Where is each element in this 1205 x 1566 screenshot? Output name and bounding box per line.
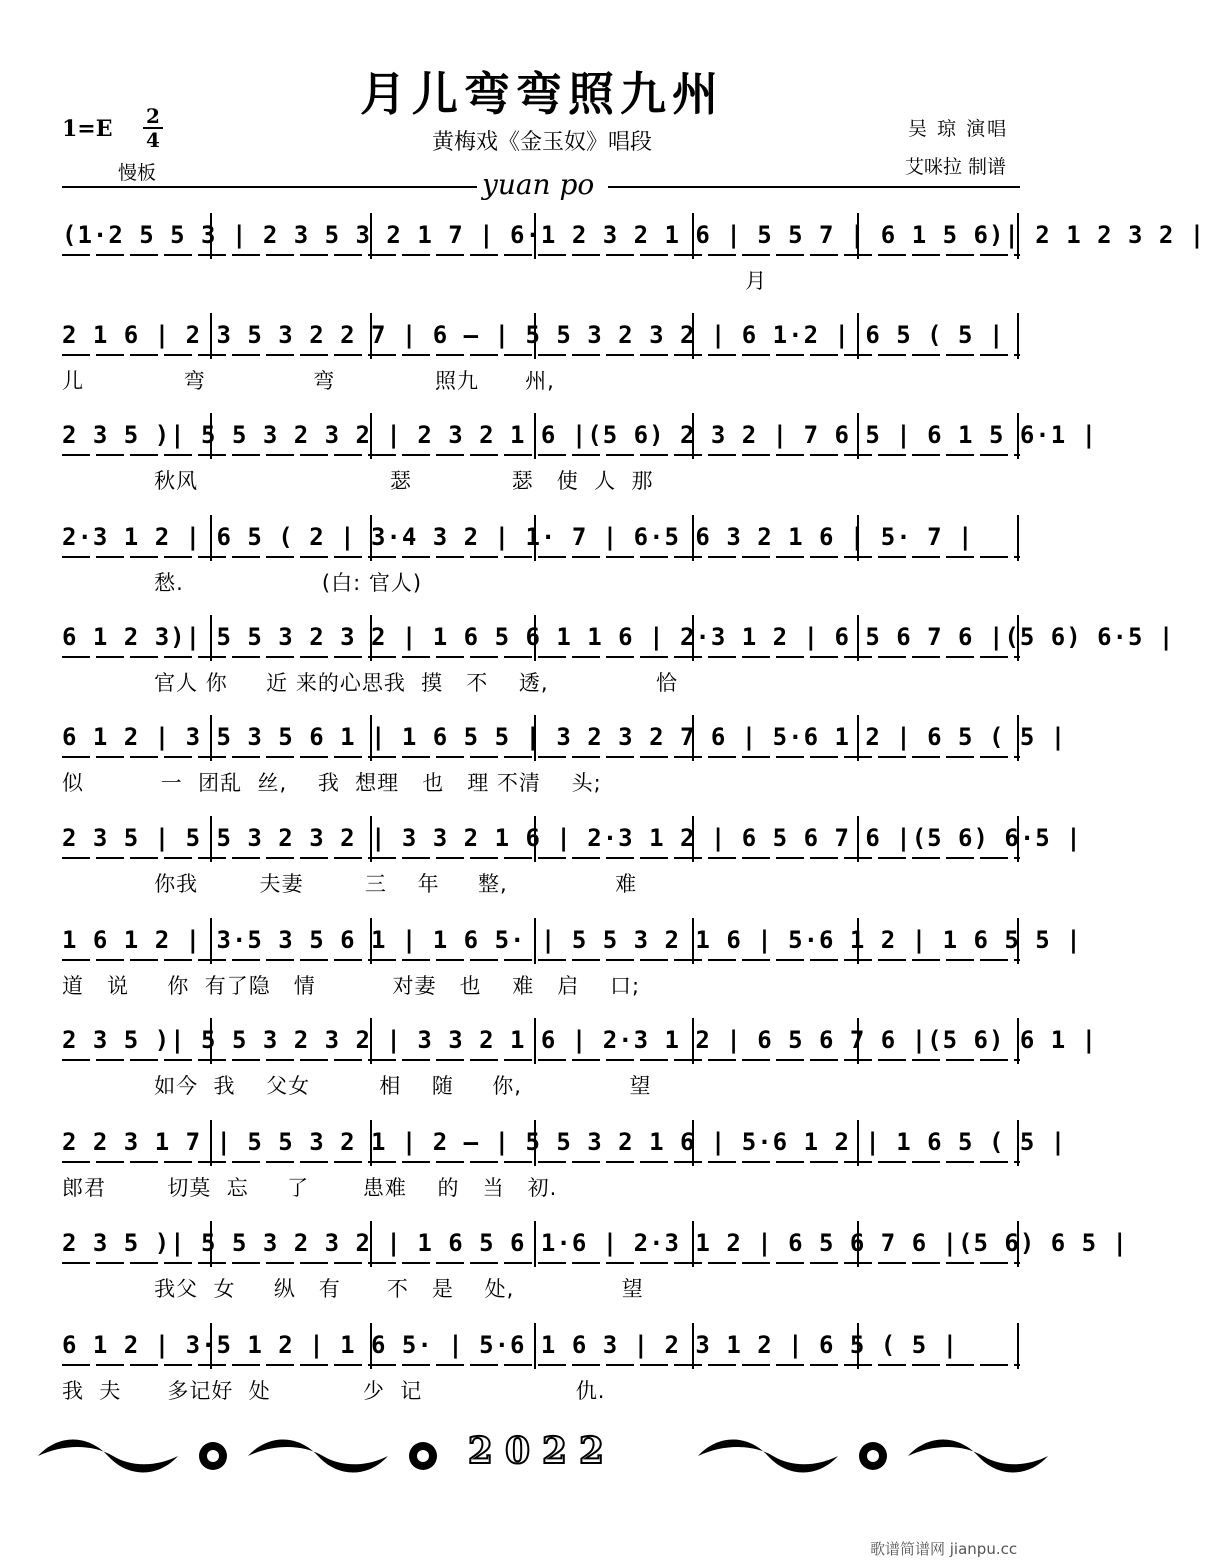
barline	[370, 615, 372, 661]
key-signature: 1=E	[62, 116, 113, 142]
score-system	[62, 507, 1020, 607]
barline	[1017, 313, 1019, 359]
beam-underline	[62, 1059, 1020, 1061]
notation-line: 2 3 5 )| 5 5 3 2 3 2 | 3 3 2 1 6 | 2·3 1 2 | 6 5 6 7 6 |(5 6) 6 1 |	[62, 1026, 1098, 1054]
notation-line: (1·2 5 5 3 | 2 3 5 3 2 1 7 | 6·1 2 3 2 1 6 | 5 5 7 | 6 1 5 6)| 2 1 2 3 2 |	[62, 221, 1205, 249]
notation-line: 6 1 2 3)| 5 5 3 2 3 2 | 1 6 5 6 1 1 6 | 2·3 1 2 | 6 5 6 7 6 |(5 6) 6·5 |	[62, 623, 1175, 651]
beam-underline	[62, 857, 1020, 859]
barline	[534, 213, 536, 259]
barline	[857, 615, 859, 661]
barline	[534, 1120, 536, 1166]
header-rule-left	[62, 186, 477, 188]
barline	[857, 918, 859, 964]
beam-underline	[62, 354, 1020, 356]
barline	[1017, 1018, 1019, 1064]
barline	[692, 1323, 694, 1369]
score-system	[62, 1010, 1098, 1110]
barline	[370, 1018, 372, 1064]
lyrics-line: 道 说 你 有了隐 情 对妻 也 难 启 口;	[62, 974, 641, 998]
barline	[857, 1018, 859, 1064]
notation-line: 6 1 2 | 3 5 3 5 6 1 | 1 6 5 5 | 3 2 3 2 7 6 | 5·6 1 2 | 6 5 ( 5 |	[62, 723, 1067, 751]
notation-line: 2 3 5 )| 5 5 3 2 3 2 | 1 6 5 6 1·6 | 2·3 1 2 | 6 5 6 7 6 |(5 6) 6 5 |	[62, 1229, 1128, 1257]
barline	[692, 1018, 694, 1064]
barline	[692, 715, 694, 761]
beam-underline	[62, 1262, 1020, 1264]
meter-bottom: 4	[146, 128, 160, 152]
beam-underline	[62, 254, 1020, 256]
barline	[370, 515, 372, 561]
barline	[1017, 715, 1019, 761]
lyrics-line: 你我 夫妻 三 年 整, 难	[62, 872, 638, 896]
barline	[1017, 413, 1019, 459]
beam-underline	[62, 656, 1020, 658]
lyrics-line: 月	[62, 269, 768, 293]
barline	[692, 615, 694, 661]
barline	[370, 816, 372, 862]
beam-underline	[62, 756, 1020, 758]
lyrics-line: 儿 弯 弯 照九 州,	[62, 369, 555, 393]
barline	[692, 1221, 694, 1267]
barline	[210, 413, 212, 459]
notation-line: 6 1 2 | 3·5 1 2 | 1 6 5· | 5·6 1 6 3 | 2 3 1 2 | 6 5 ( 5 |	[62, 1331, 959, 1359]
notation-line: 2 3 5 | 5 5 3 2 3 2 | 3 3 2 1 6 | 2·3 1 2 | 6 5 6 7 6 |(5 6) 6·5 |	[62, 824, 1082, 852]
barline	[534, 1323, 536, 1369]
barline	[1017, 213, 1019, 259]
singer-credit: 吴 琼 演唱	[908, 118, 1009, 140]
barline	[1017, 1323, 1019, 1369]
lyrics-line: 我 夫 多记好 处 少 记 仇.	[62, 1379, 606, 1403]
score-system	[62, 910, 1082, 1010]
barline	[370, 1323, 372, 1369]
barline	[210, 515, 212, 561]
lyrics-line: 愁. (白: 官人)	[62, 571, 423, 595]
barline	[857, 715, 859, 761]
barline	[210, 918, 212, 964]
score-system	[62, 205, 1205, 305]
barline	[857, 413, 859, 459]
arranger-credit: 艾咪拉 制谱	[905, 156, 1007, 178]
notation-line: 1 6 1 2 | 3·5 3 5 6 1 | 1 6 5· | 5 5 3 2 1 6 | 5·6 1 2 | 1 6 5 5 |	[62, 926, 1082, 954]
barline	[857, 515, 859, 561]
notation-line: 2 3 5 )| 5 5 3 2 3 2 | 2 3 2 1 6 |(5 6) 2 3 2 | 7 6 5 | 6 1 5 6·1 |	[62, 421, 1098, 449]
barline	[534, 515, 536, 561]
beam-underline	[62, 1161, 1020, 1163]
barline	[692, 313, 694, 359]
barline	[534, 816, 536, 862]
barline	[692, 1120, 694, 1166]
barline	[370, 715, 372, 761]
barline	[857, 213, 859, 259]
score-system	[62, 1213, 1128, 1313]
site-watermark: 歌谱简谱网 jianpu.cc	[870, 1540, 1018, 1558]
score-system	[62, 405, 1098, 505]
score-system	[62, 607, 1175, 707]
header-rule-right	[608, 186, 1020, 188]
barline	[370, 413, 372, 459]
score-system	[62, 305, 1020, 405]
barline	[210, 1323, 212, 1369]
barline	[370, 1120, 372, 1166]
beam-underline	[62, 556, 1020, 558]
meter-top: 2	[146, 104, 160, 128]
barline	[370, 313, 372, 359]
arranger-signature: yuan po	[482, 168, 595, 201]
barline	[534, 918, 536, 964]
barline	[1017, 918, 1019, 964]
barline	[1017, 515, 1019, 561]
beam-underline	[62, 454, 1020, 456]
barline	[534, 1018, 536, 1064]
beam-underline	[62, 1364, 1020, 1366]
barline	[857, 1323, 859, 1369]
subtitle: 黄梅戏《金玉奴》唱段	[431, 130, 652, 155]
barline	[370, 1221, 372, 1267]
barline	[692, 816, 694, 862]
barline	[857, 313, 859, 359]
barline	[1017, 1120, 1019, 1166]
barline	[210, 1221, 212, 1267]
barline	[692, 413, 694, 459]
song-title: 月儿弯弯照九州	[360, 67, 724, 121]
score-system	[62, 1112, 1067, 1212]
barline	[857, 1221, 859, 1267]
barline	[534, 715, 536, 761]
lyrics-line: 我父 女 纵 有 不 是 处, 望	[62, 1277, 644, 1301]
barline	[210, 1018, 212, 1064]
barline	[370, 918, 372, 964]
barline	[692, 213, 694, 259]
barline	[534, 615, 536, 661]
barline	[210, 213, 212, 259]
beam-underline	[62, 959, 1020, 961]
score-system	[62, 707, 1067, 807]
year-mark: 2022	[467, 1430, 617, 1472]
barline	[210, 313, 212, 359]
barline	[1017, 816, 1019, 862]
barline	[692, 515, 694, 561]
barline	[1017, 1221, 1019, 1267]
barline	[1017, 615, 1019, 661]
lyrics-line: 如今 我 父女 相 随 你, 望	[62, 1074, 652, 1098]
score-system	[62, 1315, 1020, 1415]
lyrics-line: 郎君 切莫 忘 了 患难 的 当 初.	[62, 1176, 558, 1200]
score-system	[62, 808, 1082, 908]
tempo-marking: 慢板	[118, 162, 157, 184]
lyrics-line: 秋风 瑟 瑟 使 人 那	[62, 469, 654, 493]
barline	[210, 816, 212, 862]
barline	[692, 918, 694, 964]
lyrics-line: 似 一 团乱 丝, 我 想理 也 理 不清 头;	[62, 771, 602, 795]
barline	[534, 313, 536, 359]
barline	[857, 816, 859, 862]
barline	[534, 1221, 536, 1267]
barline	[210, 715, 212, 761]
lyrics-line: 官人 你 近 来的心思我 摸 不 透, 恰	[62, 671, 679, 695]
barline	[210, 615, 212, 661]
barline	[857, 1120, 859, 1166]
notation-line: 2 2 3 1 7 | 5 5 3 2 1 | 2 – | 5 5 3 2 1 6 | 5·6 1 2 | 1 6 5 ( 5 |	[62, 1128, 1067, 1156]
barline	[370, 213, 372, 259]
notation-line: 2·3 1 2 | 6 5 ( 2 | 3·4 3 2 | 1· 7 | 6·5 6 3 2 1 6 | 5· 7 |	[62, 523, 974, 551]
notation-line: 2 1 6 | 2 3 5 3 2 2 7 | 6 – | 5 5 3 2 3 2 | 6 1·2 | 6 5 ( 5 |	[62, 321, 1005, 349]
barline	[534, 413, 536, 459]
barline	[210, 1120, 212, 1166]
